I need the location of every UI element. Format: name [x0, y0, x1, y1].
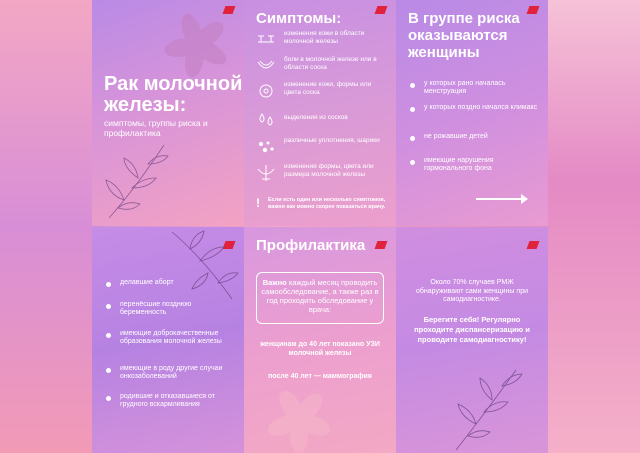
- ultrasound-note: женщинам до 40 лет показано УЗИ молочной железы: [260, 341, 380, 357]
- bullet-icon: [106, 304, 111, 309]
- exclamation-icon: !: [256, 196, 260, 210]
- call-to-action: Берегите себя! Регулярно проходите диспансеризацию и проводите самодиагностику!: [414, 315, 530, 344]
- bullet-icon: [410, 107, 415, 112]
- flower-decoration-icon: [259, 382, 339, 452]
- prevention-title: Профилактика: [256, 237, 366, 254]
- discharge-drops-icon: [256, 112, 276, 128]
- leaf-branch-icon: [162, 227, 242, 302]
- symptom-item: изменения кожи в области молочной железы: [256, 30, 391, 52]
- bullet-icon: [410, 83, 415, 88]
- bullet-icon: [410, 160, 415, 165]
- symptom-item: изменения формы, цвета или размера молочной железы: [256, 163, 391, 185]
- leaf-branch-icon: [436, 362, 526, 452]
- flower-decoration-icon: [152, 10, 242, 80]
- accent-corner: [375, 241, 388, 249]
- card-title: [92, 0, 244, 226]
- bullet-icon: [106, 282, 111, 287]
- bullet-icon: [106, 368, 111, 373]
- skin-change-icon: [256, 32, 276, 48]
- page-subtitle: симптомы, группы риска и профилактика: [104, 118, 208, 138]
- card-conclusion: [396, 227, 548, 453]
- bullet-icon: [410, 136, 415, 141]
- arrow-right-icon: [476, 198, 526, 200]
- card-symptoms: Симптомы: изменения кожи в области молочной железы боли в молочной железе или в области соска изменение кожи, формы или цвета соска выделения из сосков различные уплотнения, шарики изменения формы, цвета или размера молочной железы ! Если есть один или несколько симптомов, важно как можно скорее показаться врачу.: [244, 0, 396, 226]
- symptom-item: изменение кожи, формы или цвета соска: [256, 81, 391, 103]
- bullet-icon: [106, 333, 111, 338]
- leaf-branch-icon: [104, 140, 174, 220]
- prevention-box: Важно каждый месяц проводить самообследование, а также раз в год проходить обследование у врача:: [256, 272, 384, 324]
- card-risk-group: В группе риска оказываются женщины у которых рано началась менструация у которых поздно начался климакс не рожавшие детей имеющие нарушения гормонального фона: [396, 0, 548, 226]
- background-right: [548, 0, 640, 453]
- breast-size-icon: [256, 165, 276, 181]
- risk-title: В группе риска оказываются женщины: [408, 10, 520, 61]
- background-left: [0, 0, 92, 453]
- mammography-note: после 40 лет — маммография: [268, 373, 372, 380]
- card-prevention: [244, 227, 396, 453]
- statistic-text: Около 70% случаев РМЖ обнаруживают сами женщины при самодиагностике.: [415, 279, 529, 303]
- accent-corner: [375, 6, 388, 14]
- symptom-item: боли в молочной железе или в области соска: [256, 56, 391, 78]
- card-risk-continued: делавшие аборт перенёсшие позднюю беременность имеющие доброкачественные образования молочной железы имеющие в роду другие случаи онкозаболеваний родившие и отказавшиеся от грудного вскармливания: [92, 227, 244, 453]
- nipple-shape-icon: [256, 83, 276, 99]
- symptom-item: выделения из сосков: [256, 110, 391, 132]
- symptom-item: различные уплотнения, шарики: [256, 137, 391, 159]
- accent-corner: [527, 241, 540, 249]
- symptoms-title: Симптомы:: [256, 10, 342, 27]
- lumps-icon: [256, 139, 276, 155]
- page-title: Рак молочной железы:: [104, 73, 243, 116]
- breast-pain-icon: [256, 58, 276, 74]
- bullet-icon: [106, 396, 111, 401]
